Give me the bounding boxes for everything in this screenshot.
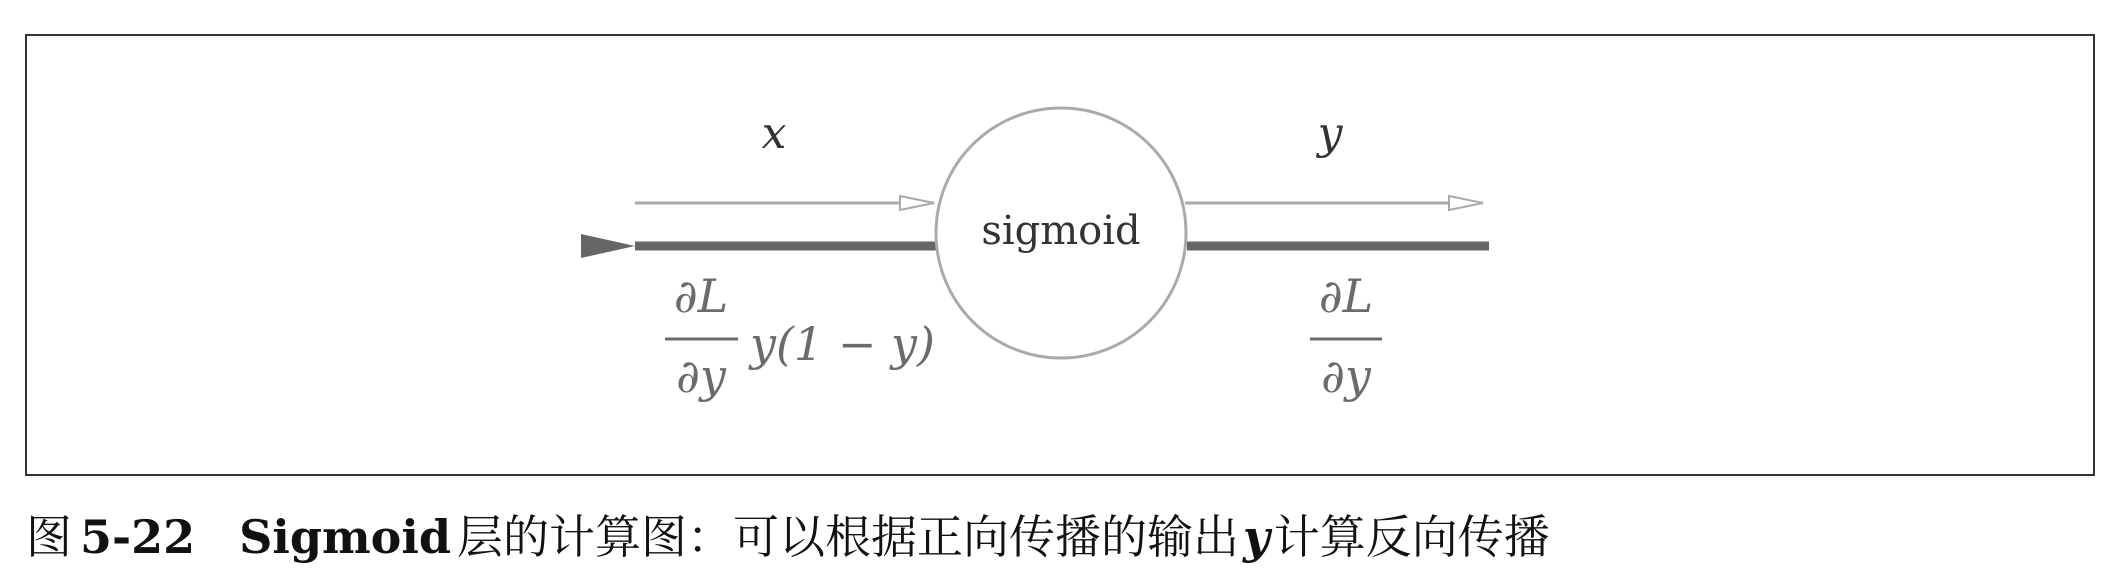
sigmoid-node-label: sigmoid — [981, 208, 1141, 254]
caption-title-part1: 层的计算图：可以根据正向传播的输出 — [456, 510, 1239, 564]
caption-number: 5-22 — [80, 510, 196, 564]
downstream-gradient-denominator: ∂y — [676, 349, 726, 403]
caption-label: 图 — [26, 510, 72, 564]
forward-output-label: y — [1317, 108, 1343, 159]
upstream-gradient-numerator: ∂L — [1318, 269, 1374, 323]
caption-title-latin: Sigmoid — [239, 510, 451, 564]
upstream-gradient-denominator: ∂y — [1321, 349, 1371, 403]
caption-title-part2: 计算反向传播 — [1273, 510, 1550, 564]
caption-variable: y — [1242, 510, 1270, 564]
downstream-gradient-numerator: ∂L — [673, 269, 729, 323]
downstream-gradient-factor: y(1 − y) — [750, 317, 935, 371]
figure-caption — [26, 502, 1550, 572]
forward-input-label: x — [761, 108, 787, 159]
